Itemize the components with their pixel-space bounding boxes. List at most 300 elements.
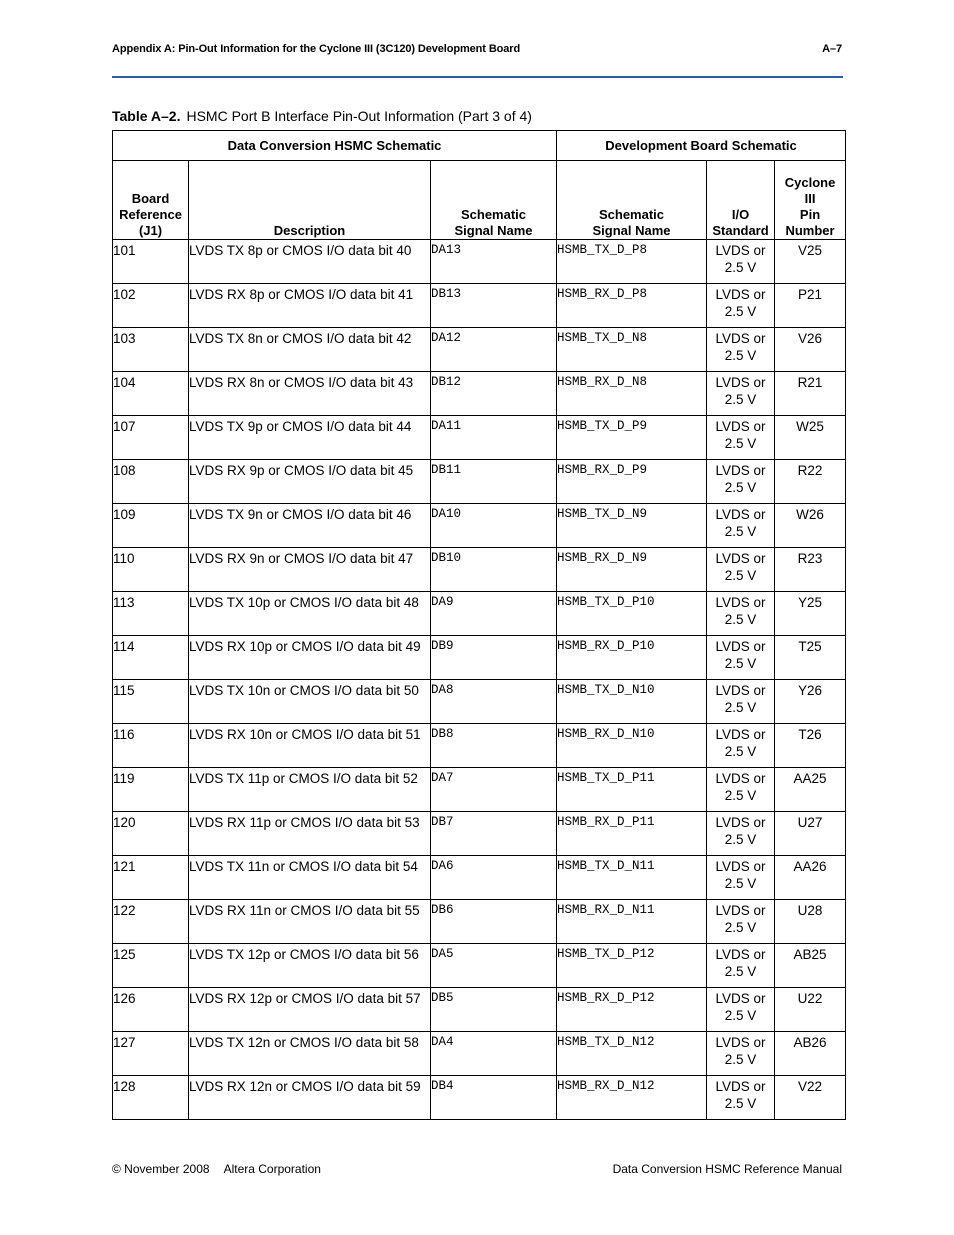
cell-board-reference-text: 110 <box>113 551 135 566</box>
cell-description-text: LVDS RX 11n or CMOS I/O data bit 55 <box>189 903 420 918</box>
cell-board-reference <box>113 724 189 768</box>
cell-description <box>189 1076 431 1120</box>
cell-hsmc-signal-text: DB8 <box>431 727 454 741</box>
cell-description <box>189 944 431 988</box>
cell-board-signal-text: HSMB_RX_D_N12 <box>557 1079 655 1093</box>
cell-io-standard-text: 2.5 V <box>724 832 757 847</box>
cell-pin-number <box>775 768 846 812</box>
cell-io-standard-text: 2.5 V <box>724 260 757 275</box>
cell-board-signal <box>557 240 707 284</box>
cell-io-standard <box>707 768 775 812</box>
cell-description-text: LVDS TX 11n or CMOS I/O data bit 54 <box>189 859 418 874</box>
cell-board-reference <box>113 1032 189 1076</box>
table-row <box>113 284 846 328</box>
cell-board-reference <box>113 592 189 636</box>
cell-description-text: LVDS RX 8n or CMOS I/O data bit 43 <box>189 375 414 390</box>
cell-hsmc-signal-text: DA5 <box>431 947 454 961</box>
table-row <box>113 416 846 460</box>
header-title: Appendix A: Pin-Out Information for the Cyclone III (3C120) Development Board <box>112 43 521 55</box>
cell-description-text: LVDS TX 8n or CMOS I/O data bit 42 <box>189 331 412 346</box>
cell-pin-number-text: P21 <box>798 287 823 302</box>
cell-description <box>189 240 431 284</box>
cell-io-standard <box>707 812 775 856</box>
group-header-hsmc: Data Conversion HSMC Schematic <box>113 131 557 161</box>
cell-description-text: LVDS TX 9n or CMOS I/O data bit 46 <box>189 507 412 522</box>
table-row <box>113 900 846 944</box>
cell-io-standard-text: 2.5 V <box>724 700 757 715</box>
cell-board-signal <box>557 724 707 768</box>
cell-board-reference <box>113 944 189 988</box>
cell-description <box>189 812 431 856</box>
table-row <box>113 636 846 680</box>
cell-description-text: LVDS RX 10p or CMOS I/O data bit 49 <box>189 639 421 654</box>
cell-description <box>189 548 431 592</box>
cell-io-standard-text: LVDS or <box>715 727 766 742</box>
cell-hsmc-signal <box>431 988 557 1032</box>
cell-board-signal <box>557 680 707 724</box>
cell-io-standard-text: LVDS or <box>715 859 766 874</box>
cell-pin-number <box>775 944 846 988</box>
cell-hsmc-signal-text: DA6 <box>431 859 454 873</box>
column-header-line: Standard <box>712 223 769 238</box>
cell-io-standard <box>707 592 775 636</box>
cell-board-reference <box>113 548 189 592</box>
cell-pin-number-text: AA26 <box>793 859 827 874</box>
column-header-board-reference <box>113 161 189 240</box>
cell-hsmc-signal <box>431 724 557 768</box>
cell-io-standard-text: LVDS or <box>715 903 766 918</box>
cell-io-standard <box>707 240 775 284</box>
column-header-pin-number <box>775 161 846 240</box>
cell-board-signal <box>557 944 707 988</box>
column-header-line: I/O <box>731 207 750 222</box>
cell-io-standard-text: 2.5 V <box>724 876 757 891</box>
column-header-row <box>113 161 846 240</box>
cell-pin-number-text: AB25 <box>793 947 827 962</box>
cell-board-reference-text: 127 <box>113 1035 136 1050</box>
header-rule <box>112 76 843 78</box>
cell-hsmc-signal-text: DA13 <box>431 243 462 257</box>
cell-board-reference <box>113 768 189 812</box>
cell-hsmc-signal <box>431 372 557 416</box>
cell-io-standard <box>707 1032 775 1076</box>
cell-pin-number <box>775 240 846 284</box>
cell-pin-number <box>775 284 846 328</box>
cell-description-text: LVDS TX 8p or CMOS I/O data bit 40 <box>189 243 412 258</box>
cell-hsmc-signal-text: DA4 <box>431 1035 454 1049</box>
cell-description-text: LVDS TX 10n or CMOS I/O data bit 50 <box>189 683 419 698</box>
cell-board-reference-text: 116 <box>113 727 135 742</box>
cell-hsmc-signal <box>431 812 557 856</box>
cell-board-reference <box>113 328 189 372</box>
cell-board-signal-text: HSMB_RX_D_N8 <box>557 375 648 389</box>
column-header-line: III <box>804 191 816 206</box>
page-header <box>112 43 842 55</box>
cell-description <box>189 416 431 460</box>
cell-io-standard-text: 2.5 V <box>724 568 757 583</box>
column-header-line: Signal Name <box>454 223 533 238</box>
cell-hsmc-signal <box>431 768 557 812</box>
cell-board-reference <box>113 900 189 944</box>
cell-hsmc-signal-text: DB6 <box>431 903 454 917</box>
column-header-line: Number <box>785 223 835 238</box>
cell-board-signal <box>557 900 707 944</box>
cell-board-reference <box>113 680 189 724</box>
cell-pin-number <box>775 592 846 636</box>
cell-board-reference-text: 126 <box>113 991 136 1006</box>
table-row <box>113 372 846 416</box>
group-header-devboard: Development Board Schematic <box>557 131 846 161</box>
cell-board-reference-text: 102 <box>113 287 136 302</box>
footer-left <box>112 1162 321 1176</box>
table-row <box>113 1032 846 1076</box>
cell-board-signal-text: HSMB_RX_D_N9 <box>557 551 648 565</box>
cell-pin-number <box>775 636 846 680</box>
cell-board-reference <box>113 504 189 548</box>
cell-board-reference <box>113 240 189 284</box>
cell-io-standard-text: LVDS or <box>715 331 766 346</box>
cell-pin-number-text: R23 <box>797 551 823 566</box>
cell-pin-number-text: V26 <box>798 331 823 346</box>
cell-pin-number <box>775 504 846 548</box>
cell-io-standard-text: LVDS or <box>715 639 766 654</box>
cell-board-signal-text: HSMB_TX_D_P11 <box>557 771 655 785</box>
table-caption-label: Table A–2. <box>112 108 181 124</box>
cell-io-standard <box>707 548 775 592</box>
cell-board-signal <box>557 372 707 416</box>
table-row <box>113 768 846 812</box>
cell-description <box>189 988 431 1032</box>
cell-description-text: LVDS TX 12n or CMOS I/O data bit 58 <box>189 1035 419 1050</box>
cell-io-standard <box>707 900 775 944</box>
cell-board-reference-text: 115 <box>113 683 135 698</box>
cell-io-standard-text: LVDS or <box>715 683 766 698</box>
cell-description <box>189 328 431 372</box>
cell-board-signal-text: HSMB_RX_D_P12 <box>557 991 655 1005</box>
cell-pin-number <box>775 680 846 724</box>
column-header-line: Board <box>131 191 170 206</box>
table-row <box>113 592 846 636</box>
cell-io-standard-text: LVDS or <box>715 815 766 830</box>
cell-io-standard-text: LVDS or <box>715 507 766 522</box>
table-row <box>113 680 846 724</box>
cell-board-reference-text: 120 <box>113 815 136 830</box>
cell-hsmc-signal <box>431 328 557 372</box>
cell-description <box>189 680 431 724</box>
cell-hsmc-signal-text: DB10 <box>431 551 462 565</box>
table-row <box>113 812 846 856</box>
cell-pin-number <box>775 548 846 592</box>
cell-board-signal <box>557 1032 707 1076</box>
cell-board-reference-text: 125 <box>113 947 136 962</box>
cell-pin-number <box>775 460 846 504</box>
cell-description <box>189 592 431 636</box>
table-row <box>113 328 846 372</box>
cell-board-reference <box>113 460 189 504</box>
cell-board-signal-text: HSMB_RX_D_P8 <box>557 287 648 301</box>
cell-hsmc-signal <box>431 504 557 548</box>
cell-hsmc-signal <box>431 856 557 900</box>
cell-board-signal-text: HSMB_TX_D_P12 <box>557 947 655 961</box>
cell-board-reference <box>113 988 189 1032</box>
group-header-row <box>113 131 846 161</box>
cell-io-standard-text: 2.5 V <box>724 920 757 935</box>
cell-description-text: LVDS RX 12n or CMOS I/O data bit 59 <box>189 1079 421 1094</box>
cell-io-standard-text: 2.5 V <box>724 964 757 979</box>
cell-io-standard-text: 2.5 V <box>724 392 757 407</box>
cell-hsmc-signal-text: DB12 <box>431 375 462 389</box>
cell-board-reference <box>113 812 189 856</box>
column-header-description <box>189 161 431 240</box>
table-body <box>113 240 846 1120</box>
cell-io-standard-text: LVDS or <box>715 375 766 390</box>
cell-pin-number <box>775 900 846 944</box>
cell-board-reference <box>113 636 189 680</box>
cell-board-signal <box>557 284 707 328</box>
cell-hsmc-signal-text: DA7 <box>431 771 454 785</box>
cell-hsmc-signal-text: DA12 <box>431 331 462 345</box>
cell-board-signal <box>557 1076 707 1120</box>
table-row <box>113 724 846 768</box>
column-header-io-standard <box>707 161 775 240</box>
cell-board-signal <box>557 416 707 460</box>
cell-board-signal <box>557 988 707 1032</box>
cell-io-standard-text: 2.5 V <box>724 1052 757 1067</box>
cell-io-standard-text: 2.5 V <box>724 656 757 671</box>
cell-io-standard-text: LVDS or <box>715 991 766 1006</box>
cell-board-signal-text: HSMB_RX_D_P10 <box>557 639 655 653</box>
table-caption <box>112 108 532 124</box>
cell-description-text: LVDS TX 10p or CMOS I/O data bit 48 <box>189 595 419 610</box>
cell-hsmc-signal-text: DA11 <box>431 419 462 433</box>
cell-io-standard <box>707 636 775 680</box>
cell-hsmc-signal <box>431 1032 557 1076</box>
cell-board-signal <box>557 856 707 900</box>
cell-io-standard-text: LVDS or <box>715 243 766 258</box>
cell-description-text: LVDS RX 9n or CMOS I/O data bit 47 <box>189 551 414 566</box>
cell-io-standard-text: LVDS or <box>715 595 766 610</box>
cell-pin-number <box>775 1076 846 1120</box>
column-header-line: Schematic <box>598 207 665 222</box>
cell-board-reference-text: 128 <box>113 1079 136 1094</box>
column-header-line: Pin <box>799 207 821 222</box>
cell-board-reference-text: 113 <box>113 595 135 610</box>
cell-description <box>189 724 431 768</box>
cell-pin-number-text: T25 <box>798 639 822 654</box>
cell-board-signal-text: HSMB_TX_D_P8 <box>557 243 648 257</box>
cell-io-standard <box>707 724 775 768</box>
cell-hsmc-signal <box>431 1076 557 1120</box>
cell-hsmc-signal <box>431 944 557 988</box>
cell-hsmc-signal <box>431 240 557 284</box>
cell-hsmc-signal-text: DB13 <box>431 287 462 301</box>
column-header-line: Cyclone <box>784 175 836 190</box>
cell-io-standard-text: 2.5 V <box>724 480 757 495</box>
table-row <box>113 856 846 900</box>
cell-board-signal <box>557 504 707 548</box>
cell-board-reference-text: 122 <box>113 903 136 918</box>
cell-io-standard-text: 2.5 V <box>724 788 757 803</box>
column-header-line: Signal Name <box>592 223 671 238</box>
column-header-line: Description <box>273 223 346 238</box>
cell-io-standard-text: 2.5 V <box>724 436 757 451</box>
cell-board-reference <box>113 416 189 460</box>
cell-description <box>189 636 431 680</box>
cell-board-reference-text: 104 <box>113 375 136 390</box>
cell-pin-number <box>775 812 846 856</box>
cell-description-text: LVDS RX 10n or CMOS I/O data bit 51 <box>189 727 421 742</box>
cell-board-signal <box>557 636 707 680</box>
cell-hsmc-signal <box>431 680 557 724</box>
cell-io-standard-text: LVDS or <box>715 419 766 434</box>
cell-pin-number <box>775 856 846 900</box>
cell-description <box>189 460 431 504</box>
cell-pin-number <box>775 328 846 372</box>
cell-pin-number-text: W25 <box>796 419 824 434</box>
cell-description-text: LVDS RX 8p or CMOS I/O data bit 41 <box>189 287 414 302</box>
cell-io-standard-text: 2.5 V <box>724 304 757 319</box>
cell-pin-number-text: AA25 <box>793 771 827 786</box>
cell-board-reference-text: 108 <box>113 463 136 478</box>
cell-io-standard <box>707 416 775 460</box>
cell-board-signal-text: HSMB_RX_D_P9 <box>557 463 648 477</box>
cell-io-standard-text: 2.5 V <box>724 1096 757 1111</box>
page-number: A–7 <box>822 43 842 55</box>
cell-board-signal <box>557 328 707 372</box>
cell-hsmc-signal-text: DB9 <box>431 639 454 653</box>
footer-company: Altera Corporation <box>223 1162 321 1176</box>
cell-board-signal-text: HSMB_RX_D_N10 <box>557 727 655 741</box>
cell-board-signal <box>557 548 707 592</box>
cell-pin-number <box>775 1032 846 1076</box>
cell-io-standard-text: 2.5 V <box>724 1008 757 1023</box>
cell-io-standard <box>707 328 775 372</box>
pinout-table <box>112 130 846 1120</box>
page-footer <box>112 1162 842 1176</box>
cell-io-standard <box>707 1076 775 1120</box>
cell-io-standard-text: 2.5 V <box>724 524 757 539</box>
cell-description <box>189 504 431 548</box>
cell-hsmc-signal-text: DB5 <box>431 991 454 1005</box>
cell-io-standard <box>707 460 775 504</box>
cell-hsmc-signal <box>431 460 557 504</box>
cell-pin-number-text: AB26 <box>793 1035 827 1050</box>
cell-board-signal <box>557 460 707 504</box>
cell-board-signal-text: HSMB_TX_D_N12 <box>557 1035 655 1049</box>
cell-io-standard-text: LVDS or <box>715 287 766 302</box>
column-header-line: Reference <box>119 207 182 222</box>
cell-pin-number-text: Y25 <box>798 595 823 610</box>
cell-io-standard <box>707 856 775 900</box>
cell-board-signal-text: HSMB_RX_D_P11 <box>557 815 655 829</box>
cell-hsmc-signal-text: DA8 <box>431 683 454 697</box>
footer-copyright: © November 2008 <box>112 1162 210 1176</box>
table-caption-text: HSMC Port B Interface Pin-Out Information (Part 3 of 4) <box>186 108 532 124</box>
cell-hsmc-signal-text: DA9 <box>431 595 454 609</box>
cell-pin-number-text: T26 <box>798 727 822 742</box>
cell-description <box>189 768 431 812</box>
cell-board-signal-text: HSMB_TX_D_N9 <box>557 507 648 521</box>
column-header-line: Schematic <box>460 207 527 222</box>
cell-pin-number <box>775 372 846 416</box>
cell-hsmc-signal <box>431 592 557 636</box>
cell-description <box>189 856 431 900</box>
cell-pin-number-text: R22 <box>797 463 823 478</box>
cell-board-reference <box>113 284 189 328</box>
table-row <box>113 504 846 548</box>
cell-io-standard-text: LVDS or <box>715 771 766 786</box>
cell-io-standard <box>707 284 775 328</box>
cell-description-text: LVDS TX 12p or CMOS I/O data bit 56 <box>189 947 419 962</box>
cell-description <box>189 284 431 328</box>
cell-io-standard <box>707 944 775 988</box>
cell-pin-number <box>775 724 846 768</box>
table-row <box>113 240 846 284</box>
cell-board-signal <box>557 768 707 812</box>
cell-board-signal-text: HSMB_TX_D_N8 <box>557 331 648 345</box>
cell-pin-number-text: U27 <box>797 815 823 830</box>
cell-hsmc-signal-text: DB4 <box>431 1079 454 1093</box>
cell-board-signal-text: HSMB_RX_D_N11 <box>557 903 655 917</box>
cell-io-standard <box>707 680 775 724</box>
cell-description-text: LVDS RX 11p or CMOS I/O data bit 53 <box>189 815 420 830</box>
cell-pin-number-text: W26 <box>796 507 824 522</box>
cell-pin-number-text: Y26 <box>798 683 823 698</box>
cell-io-standard <box>707 372 775 416</box>
cell-board-signal-text: HSMB_TX_D_P9 <box>557 419 648 433</box>
cell-description-text: LVDS TX 9p or CMOS I/O data bit 44 <box>189 419 412 434</box>
table-row <box>113 548 846 592</box>
cell-description-text: LVDS RX 9p or CMOS I/O data bit 45 <box>189 463 414 478</box>
cell-pin-number <box>775 416 846 460</box>
cell-board-signal <box>557 592 707 636</box>
column-header-hsmc-signal-name <box>431 161 557 240</box>
cell-pin-number-text: V22 <box>798 1079 823 1094</box>
cell-io-standard-text: 2.5 V <box>724 612 757 627</box>
cell-board-reference-text: 121 <box>113 859 136 874</box>
column-header-board-signal-name <box>557 161 707 240</box>
cell-board-reference-text: 114 <box>113 639 135 654</box>
footer-manual: Data Conversion HSMC Reference Manual <box>612 1162 842 1176</box>
cell-io-standard-text: LVDS or <box>715 551 766 566</box>
cell-description <box>189 1032 431 1076</box>
cell-description <box>189 372 431 416</box>
cell-board-reference <box>113 1076 189 1120</box>
cell-board-reference-text: 103 <box>113 331 136 346</box>
cell-hsmc-signal <box>431 284 557 328</box>
cell-board-signal-text: HSMB_TX_D_N10 <box>557 683 655 697</box>
cell-io-standard-text: LVDS or <box>715 463 766 478</box>
cell-io-standard-text: LVDS or <box>715 1035 766 1050</box>
cell-hsmc-signal-text: DA10 <box>431 507 462 521</box>
cell-board-signal-text: HSMB_TX_D_P10 <box>557 595 655 609</box>
cell-board-signal <box>557 812 707 856</box>
cell-io-standard-text: LVDS or <box>715 1079 766 1094</box>
table-row <box>113 944 846 988</box>
cell-board-reference-text: 101 <box>113 243 136 258</box>
cell-hsmc-signal <box>431 416 557 460</box>
cell-pin-number-text: U22 <box>797 991 823 1006</box>
cell-board-reference-text: 119 <box>113 771 135 786</box>
cell-pin-number-text: R21 <box>797 375 823 390</box>
cell-hsmc-signal <box>431 900 557 944</box>
cell-hsmc-signal <box>431 548 557 592</box>
cell-pin-number <box>775 988 846 1032</box>
cell-board-reference <box>113 372 189 416</box>
cell-pin-number-text: V25 <box>798 243 823 258</box>
cell-board-reference-text: 109 <box>113 507 136 522</box>
cell-description-text: LVDS TX 11p or CMOS I/O data bit 52 <box>189 771 418 786</box>
